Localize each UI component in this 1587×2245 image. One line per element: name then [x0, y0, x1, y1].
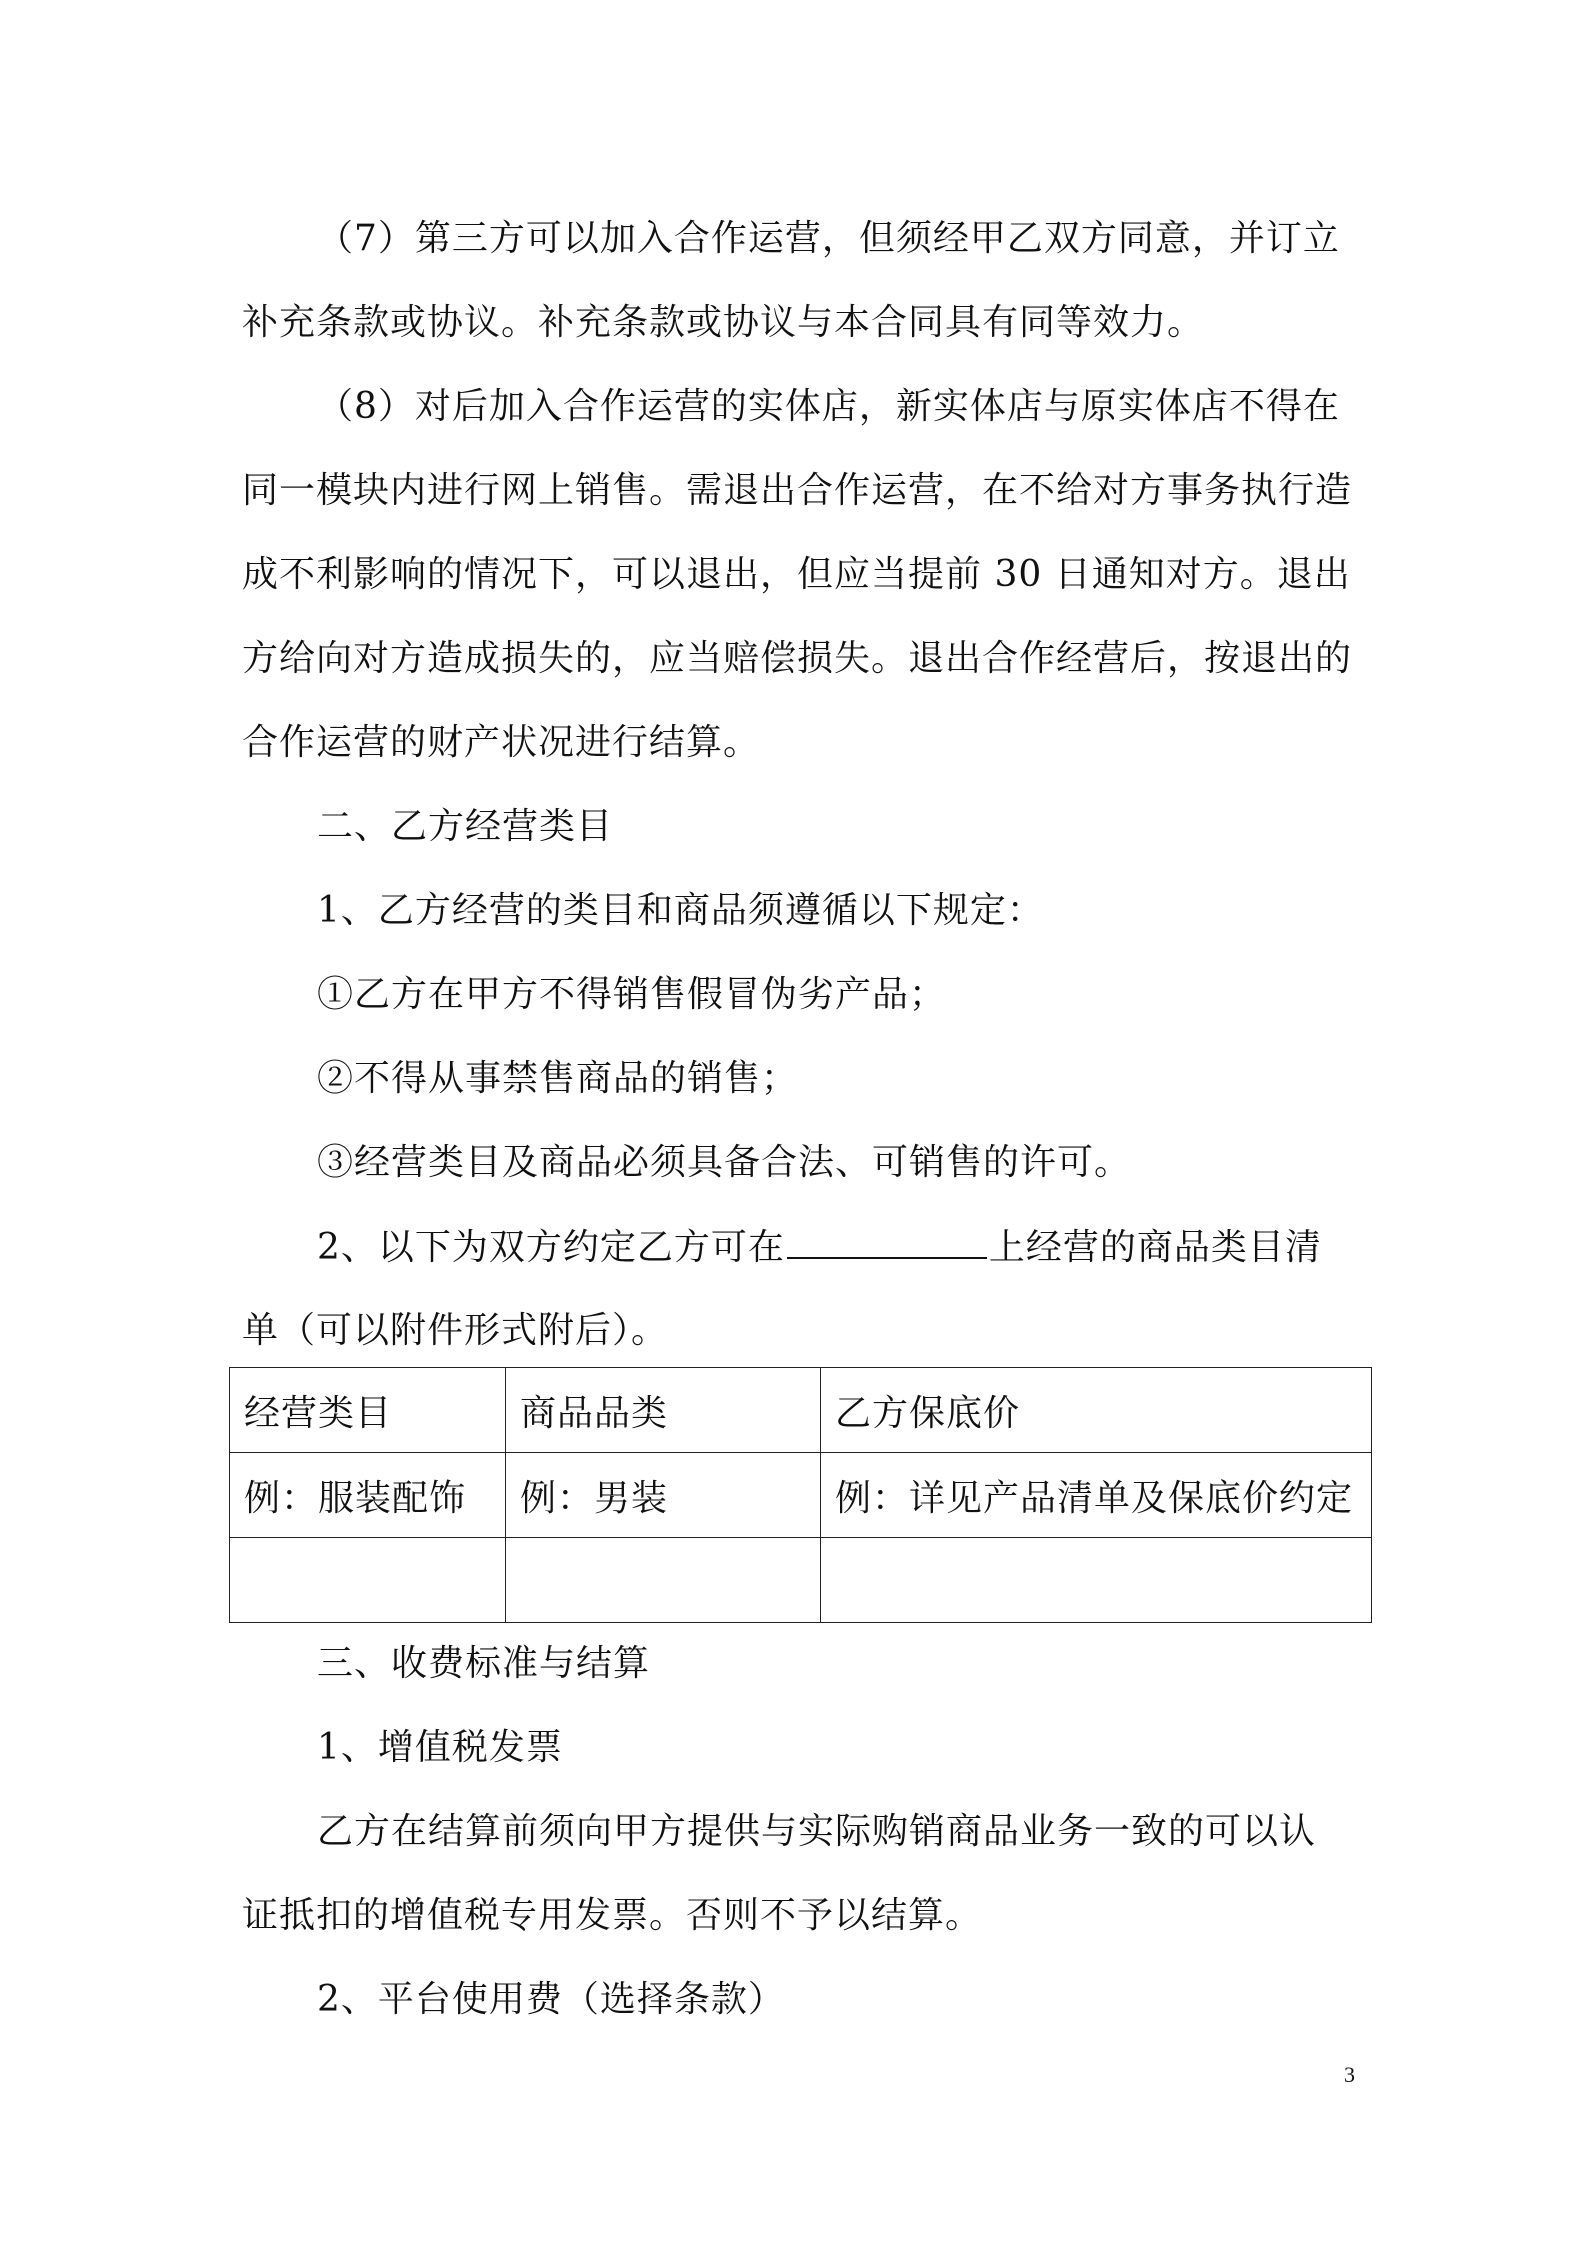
item-1: 1、乙方经营的类目和商品须遵循以下规定： [317, 890, 1044, 931]
table-cell: 例：服装配饰 [230, 1453, 506, 1538]
item-2-text-after: 上经营的商品类目清 [988, 1227, 1322, 1268]
table-header-cell: 商品品类 [506, 1368, 821, 1453]
table-cell: 例：男装 [506, 1453, 821, 1538]
vat-heading: 1、增值税发票 [317, 1727, 563, 1768]
paragraph-7-line-2: 补充条款或协议。补充条款或协议与本合同具有同等效力。 [242, 302, 1205, 343]
paragraph-8-line-1: （8）对后加入合作运营的实体店，新实体店与原实体店不得在 [317, 386, 1340, 427]
category-table [229, 1367, 1372, 1623]
paragraph-8-line-5: 合作运营的财产状况进行结算。 [242, 722, 761, 763]
platform-fee-heading: 2、平台使用费（选择条款） [317, 1979, 785, 2020]
page-number: 3 [1344, 2062, 1355, 2087]
table-cell [506, 1538, 821, 1623]
table-row [230, 1538, 1372, 1623]
vat-line-2: 证抵扣的增值税专用发票。否则不予以结算。 [242, 1895, 983, 1936]
paragraph-7-line-1: （7）第三方可以加入合作运营，但须经甲乙双方同意，并订立 [317, 218, 1340, 259]
fill-in-blank [787, 1223, 987, 1259]
rule-2: ②不得从事禁售商品的销售； [317, 1058, 799, 1099]
table-cell [821, 1538, 1372, 1623]
table-header-cell: 乙方保底价 [821, 1368, 1372, 1453]
item-2-text-before: 2、以下为双方约定乙方可在 [317, 1227, 785, 1268]
section-3-heading: 三、收费标准与结算 [317, 1643, 651, 1684]
paragraph-8-line-2: 同一模块内进行网上销售。需退出合作运营，在不给对方事务执行造 [242, 470, 1353, 511]
rule-3: ③经营类目及商品必须具备合法、可销售的许可。 [317, 1142, 1132, 1183]
item-2-line-1 [317, 1223, 1322, 1272]
vat-line-1: 乙方在结算前须向甲方提供与实际购销商品业务一致的可以认 [317, 1811, 1317, 1852]
paragraph-8-line-4: 方给向对方造成损失的，应当赔偿损失。退出合作经营后，按退出的 [242, 638, 1353, 679]
table-header-cell: 经营类目 [230, 1368, 506, 1453]
rule-1: ①乙方在甲方不得销售假冒伪劣产品； [317, 974, 947, 1015]
section-2-heading: 二、乙方经营类目 [317, 806, 614, 847]
table-header-row [230, 1368, 1372, 1453]
paragraph-8-line-3: 成不利影响的情况下，可以退出，但应当提前 30 日通知对方。退出 [242, 554, 1351, 595]
table-row [230, 1453, 1372, 1538]
item-2-line-2: 单（可以附件形式附后）。 [242, 1310, 669, 1351]
table-cell [230, 1538, 506, 1623]
table-cell: 例：详见产品清单及保底价约定 [821, 1453, 1372, 1538]
